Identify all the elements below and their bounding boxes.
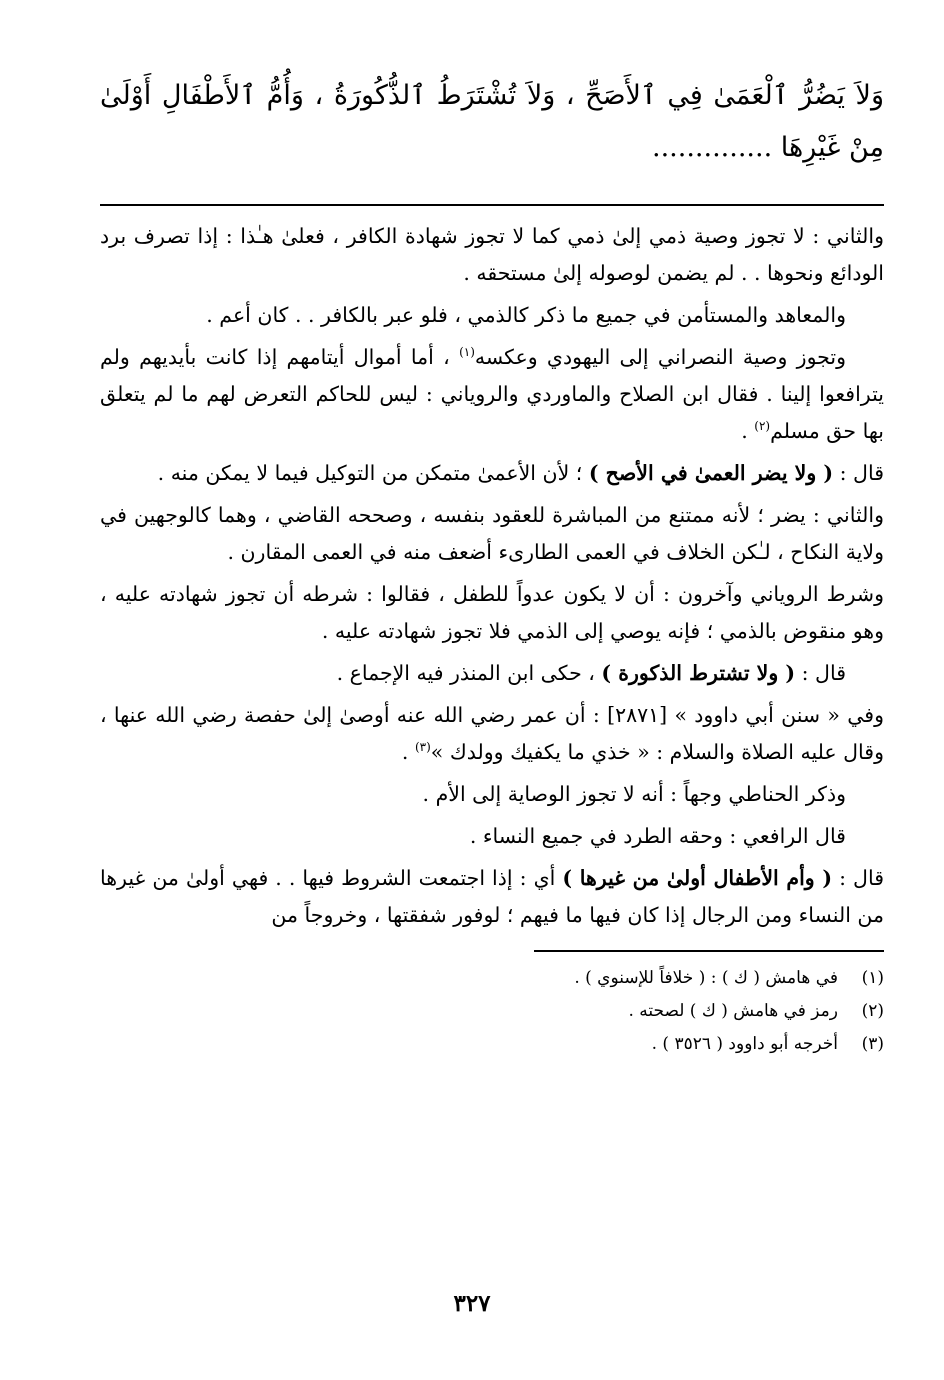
quoted-matn: ( ولا يضر العمىٰ في الأصح ) (588, 461, 834, 485)
commentary-text: ؛ لأن الأعمىٰ متمكن من التوكيل فيما لا يمكن منه . (157, 461, 589, 485)
commentary-paragraph (100, 339, 884, 450)
footnote-number: (١) (861, 968, 884, 988)
commentary-paragraph (100, 297, 884, 334)
commentary-text: ، حكى ابن المنذر فيه الإجماع . (336, 661, 602, 685)
footnote-2 (100, 995, 884, 1028)
page-body (100, 70, 884, 1061)
commentary-paragraph (100, 776, 884, 813)
footnote-separator (534, 950, 884, 952)
footnote-1 (100, 962, 884, 995)
commentary-paragraph (100, 455, 884, 492)
commentary-paragraph (100, 818, 884, 855)
commentary-paragraph (100, 218, 884, 292)
commentary-text: والمعاهد والمستأمن في جميع ما ذكر كالذمي ، فلو عبر بالكافر . . كان أعم . (206, 303, 846, 327)
commentary-text: . (741, 419, 755, 443)
matn-text (100, 70, 884, 174)
quoted-matn: ( ولا تشترط الذكورة ) (601, 661, 796, 685)
commentary-text: والثاني : يضر ؛ لأنه ممتنع من المباشرة للعقود بنفسه ، وصححه القاضي ، وهما كالوجهين في ولاية النكاح ، لـٰكن الخلاف في العمى الطارىء أضعف منه في العمى المقارن . (100, 503, 884, 564)
commentary-text: وتجوز وصية النصراني إلى اليهودي وعكسه (474, 345, 846, 369)
commentary-paragraph (100, 576, 884, 650)
footnote-reference: (٢) (754, 419, 771, 434)
footnote-number: (٢) (861, 1001, 884, 1021)
footnote-text: أخرجه أبو داوود ( ٣٥٢٦ ) . (651, 1034, 838, 1054)
footnote-reference: (٣) (414, 740, 431, 755)
commentary-text: أي : إذا اجتمعت الشروط فيها . . فهي أولىٰ من غيرها من النساء ومن الرجال إذا كان فيها ما فيهم ؛ لوفور شفقتها ، وخروجاً من (100, 866, 884, 927)
footnote-text: في هامش ( ك ) : ( خلافاً للإسنوي ) . (574, 968, 838, 988)
commentary-paragraph (100, 497, 884, 571)
footnote-reference: (١) (459, 345, 475, 360)
commentary-paragraph (100, 860, 884, 934)
footnotes (100, 962, 884, 1061)
commentary-text: والثاني : لا تجوز وصية ذمي إلىٰ ذمي كما لا تجوز شهادة الكافر ، فعلىٰ هـٰذا : إذا تصرف برد الودائع ونحوها . . لم يضمن لوصوله إلىٰ مستحقه . (100, 224, 884, 285)
footnote-3 (100, 1028, 884, 1061)
quoted-matn: ( وأم الأطفال أولىٰ من غيرها ) (562, 866, 833, 890)
commentary-text: . (401, 740, 415, 764)
commentary-text: وشرط الروياني وآخرون : أن لا يكون عدواً للطفل ، فقالوا : شرطه أن تجوز شهادته عليه ، وهو منقوض بالذمي ؛ فإنه يوصي إلى الذمي فلا تجوز شهادته عليه . (100, 582, 884, 643)
commentary-text: وذكر الحناطي وجهاً : أنه لا تجوز الوصاية إلى الأم . (422, 782, 846, 806)
commentary-text: قال : (833, 461, 884, 485)
commentary-text: قال : (832, 866, 884, 890)
commentary-text: ، أما أموال أيتامهم إذا كانت بأيديهم ولم يترافعوا إلينا . فقال ابن الصلاح والماوردي والروياني : ليس للحاكم التعرض لهم ما لم يتعلق بها حق مسلم (100, 345, 884, 443)
commentary-text: قال : (795, 661, 846, 685)
page-number: ٣٢٧ (453, 1290, 491, 1317)
footnote-number: (٣) (861, 1034, 884, 1054)
commentary (100, 218, 884, 934)
commentary-paragraph (100, 697, 884, 771)
commentary-paragraph (100, 655, 884, 692)
commentary-text: قال الرافعي : وحقه الطرد في جميع النساء . (469, 824, 846, 848)
footnote-text: رمز في هامش ( ك ) لصحته . (628, 1001, 838, 1021)
matn-dots: ............. (652, 132, 764, 163)
matn-line: وَلاَ يَضُرُّ ٱلْعَمَىٰ فِي ٱلأَصَحِّ ، وَلاَ تُشْتَرَطُ ٱلذُّكُورَةُ ، وَأُمُّ ٱلأَطْفَالِ أَوْلَىٰ مِنْ غَيْرِهَا . (100, 80, 884, 163)
commentary-text: وفي « سنن أبي داوود » [٢٨٧١] : أن عمر رضي الله عنه أوصىٰ إلىٰ حفصة رضي الله عنها ، وقال عليه الصلاة والسلام : « خذي ما يكفيك وولدك » (100, 703, 884, 764)
separator-rule (100, 204, 884, 206)
